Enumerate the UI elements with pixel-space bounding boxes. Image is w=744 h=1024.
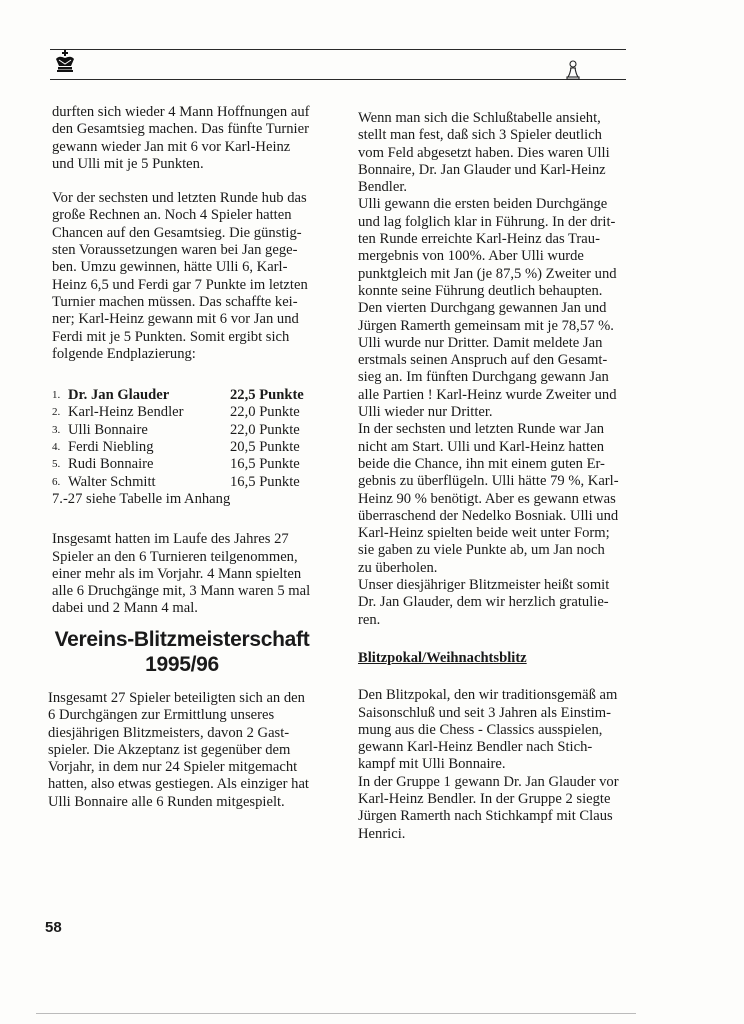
left-paragraph-1: durften sich wieder 4 Mann Hoffnungen auf den Gesamtsieg machen. Das fünfte Turnier gewann wieder Jan mit 6 vor Karl-Heinz und Ulli mit je 5 Punkten.	[52, 104, 310, 172]
right-paragraph-2: Den Blitzpokal, den wir traditionsgemäß am Saisonschluß und seit 3 Jahren als Einstim- mung aus die Chess - Classics ausspielen, gewann Karl-Heinz Bendler nach Stich- kampf mit Ulli Bonnaire. In der Gruppe 1 gewann Dr. Jan Glauder vor Karl-Heinz Bendler. In der Gruppe 2 siegte Jürgen Ramerth nach Stichkampf mit Claus Henrici.	[358, 687, 619, 842]
header-rule-bottom	[50, 79, 626, 80]
heading-line-1: Vereins-Blitzmeisterschaft	[54, 628, 310, 651]
section-heading	[48, 627, 316, 677]
subheading: Blitzpokal/Weihnachtsblitz	[358, 649, 527, 666]
header-rule-top	[50, 49, 626, 50]
right-paragraph-1: Wenn man sich die Schlußtabelle ansieht, stellt man fest, daß sich 3 Spieler deutlich vom Feld abgesetzt haben. Dies waren Ulli Bonnaire, Dr. Jan Glauder und Karl-Heinz Bendler. Ulli gewann die ersten beiden Durchgänge und lag folglich klar in Führung. In der drit- ten Runde erreichte Karl-Heinz das Trau- mergebnis von 100%. Aber Ulli wurde punktgleich mit Jan (je 87,5 %) Zweiter und konnte seine Führung deutlich behaupten. Den vierten Durchgang gewannen Jan und Jürgen Ramerth gemeinsam mit je 78,57 %. Ulli wurde nur Dritter. Damit meldete Jan erstmals seinen Anspruch auf den Gesamt- sieg an. Im fünften Durchgang gewann Jan alle Partien ! Karl-Heinz wurde Zweiter und Ulli wieder nur Dritter. In der sechsten und letzten Runde war Jan nicht am Start. Ulli und Karl-Heinz hatten beide die Chance, ihn mit einem guten Er- gebnis zu überflügeln. Ulli hätte 79 %, Karl- Heinz 90 % benötigt. Aber es gewann etwas überraschend der Nedelko Bosniak. Ulli und Karl-Heinz spielten beide weit unter Form; sie gaben zu viele Punkte ab, um Jan noch zu überholen. Unser diesjähriger Blitzmeister heißt somit Dr. Jan Glauder, dem wir herzlich gratulie- ren.	[358, 110, 619, 628]
table-row: 1. Dr. Jan Glauder 22,5 Punkte	[52, 387, 304, 404]
left-column-upper	[52, 104, 322, 618]
left-paragraph-2: Vor der sechsten und letzten Runde hub das große Rechnen an. Noch 4 Spieler hatten Chancen auf den Gesamtsieg. Die günstig- sten Voraussetzungen waren bei Jan gege- ben. Umzu gewinnen, hätte Ulli 6, Karl- Heinz 6,5 und Ferdi gar 7 Punkte im letzten Turnier machen müssen. Das schaffte kei- ner; Karl-Heinz gewann mit 6 vor Jan und Ferdi mit je 5 Punkten. Somit ergibt sich folgende Endplazierung:	[52, 190, 308, 362]
left-paragraph-3: Insgesamt hatten im Laufe des Jahres 27 Spieler an den 6 Turnieren teilgenommen, einer mehr als im Vorjahr. 4 Mann spielten alle 6 Druchgänge mit, 3 Mann waren 5 mal dabei und 2 Mann 4 mal.	[52, 531, 311, 617]
left-column-lower	[48, 690, 323, 811]
chess-pawn-icon	[566, 60, 580, 80]
table-row: 6. Walter Schmitt 16,5 Punkte	[52, 473, 300, 490]
table-row: 4. Ferdi Niebling 20,5 Punkte	[52, 439, 300, 456]
left-paragraph-4: Insgesamt 27 Spieler beteiligten sich an den 6 Durchgängen zur Ermittlung unseres diesjährigen Blitzmeisters, davon 2 Gast- spieler. Die Akzeptanz ist gegenüber dem Vorjahr, in dem nur 24 Spieler mitgemacht hatten, also etwas gestiegen. Als einziger hat Ulli Bonnaire alle 6 Runden mitgespielt.	[48, 690, 309, 810]
table-row: 3. Ulli Bonnaire 22,0 Punkte	[52, 421, 300, 438]
heading-line-2: 1995/96	[145, 653, 219, 676]
footer-rule	[36, 1013, 636, 1014]
standings-table	[52, 387, 304, 491]
chess-king-icon	[53, 50, 77, 72]
table-row: 5. Rudi Bonnaire 16,5 Punkte	[52, 456, 300, 473]
standings-note: 7.-27 siehe Tabelle im Anhang	[52, 490, 231, 507]
right-column	[358, 110, 633, 843]
page-number: 58	[45, 919, 62, 936]
table-row: 2. Karl-Heinz Bendler 22,0 Punkte	[52, 404, 300, 421]
